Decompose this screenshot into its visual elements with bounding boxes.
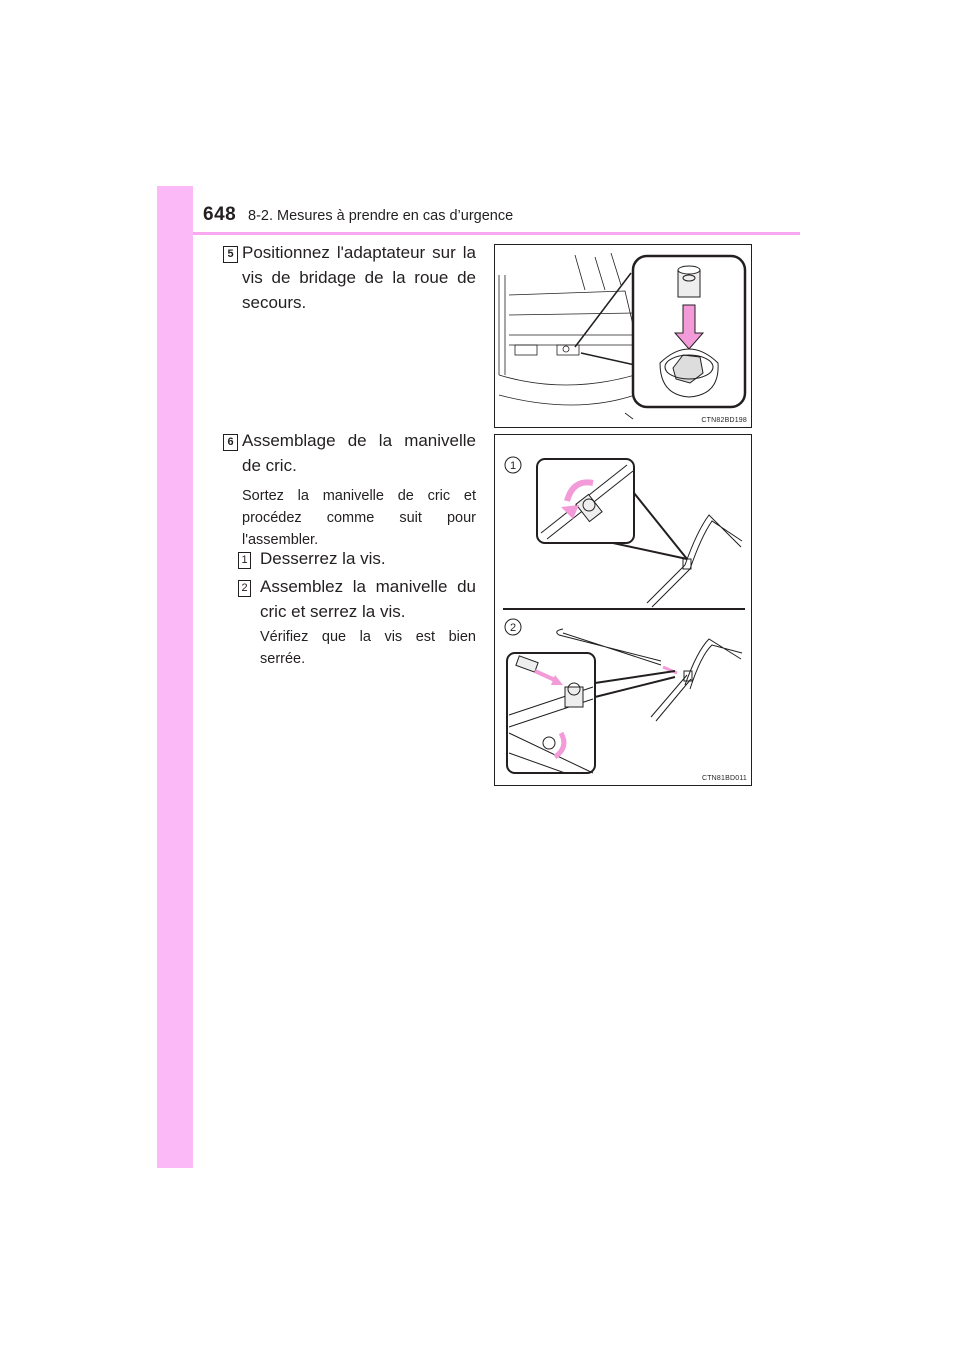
adapter-illustration	[495, 245, 751, 427]
figure-adapter	[494, 244, 752, 428]
item-badge-1: 1	[238, 552, 251, 569]
item-1-text: Desserrez la vis.	[260, 549, 386, 568]
section-title: 8-2. Mesures à prendre en cas d’urgence	[248, 208, 514, 224]
item-2-text: Assemblez la manivelle du cric et serrez la vis.	[260, 577, 476, 621]
side-tab	[157, 186, 193, 1168]
page-number: 648	[203, 204, 237, 225]
figure-label-2: 2	[509, 622, 517, 634]
figure-code: CTN81BD011	[701, 775, 747, 782]
figure-jack-handle	[494, 434, 752, 786]
figure-label-1: 1	[509, 460, 517, 472]
item-badge-2: 2	[238, 580, 251, 597]
step-5-text: Positionnez l'adaptateur sur la vis de bridage de la roue de secours.	[242, 243, 476, 312]
step-6-text: Assemblage de la manivelle de cric.	[242, 431, 476, 475]
header-rule	[193, 232, 800, 235]
step-badge-5: 5	[223, 246, 238, 263]
figure-code: CTN82BD198	[701, 417, 747, 424]
step-6-subtext: Sortez la manivelle de cric et procédez comme suit pour l'assembler.	[242, 488, 476, 548]
jack-handle-illustration	[495, 435, 751, 785]
note-text: Vérifiez que la vis est bien serrée.	[260, 629, 476, 667]
step-badge-6: 6	[223, 434, 238, 451]
